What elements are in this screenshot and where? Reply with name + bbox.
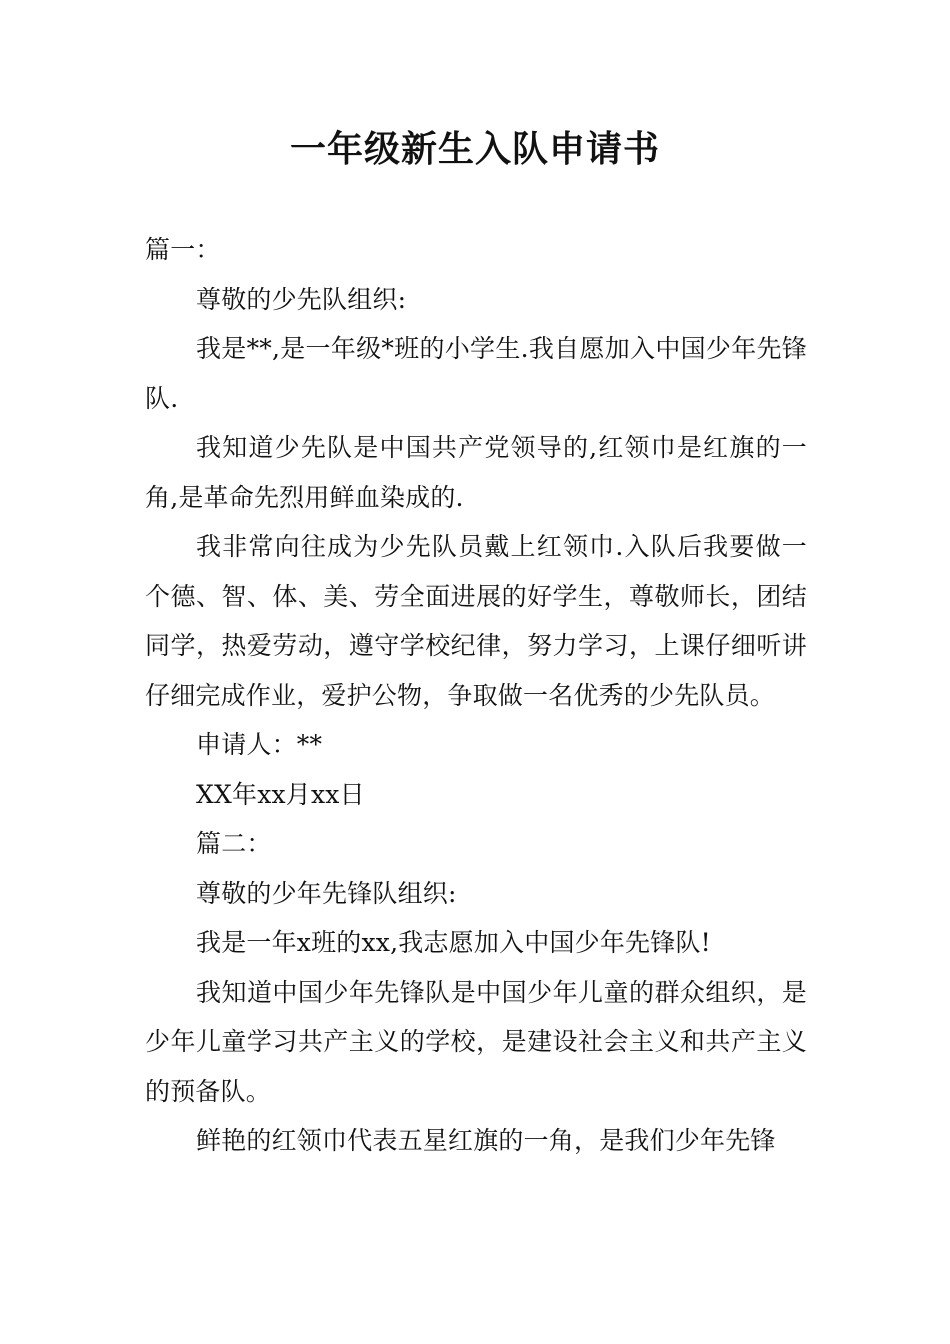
body-paragraph: 我是一年x班的xx,我志愿加入中国少年先锋队! bbox=[196, 928, 711, 957]
salutation-2: 尊敬的少年先锋队组织: bbox=[196, 878, 457, 908]
section-heading-1: 篇一： bbox=[145, 235, 221, 264]
document-title: 一年级新生入队申请书 bbox=[289, 129, 660, 170]
body-paragraph: 我知道少先队是中国共产党领导的,红领巾是红旗的一角,是革命先烈用鲜血染成的. bbox=[145, 433, 807, 512]
signature-line: 申请人：** bbox=[196, 730, 323, 759]
body-paragraph: 我是**,是一年级*班的小学生.我自愿加入中国少年先锋队. bbox=[145, 334, 807, 413]
body-paragraph: 我知道中国少年先锋队是中国少年儿童的群众组织，是少年儿童学习共产主义的学校，是建设社会主义和共产主义的预备队。 bbox=[145, 977, 807, 1106]
section-heading-2: 篇二： bbox=[196, 829, 272, 858]
body-paragraph: 我非常向往成为少先队员戴上红领巾.入队后我要做一个德、智、体、美、劳全面进展的好学生，尊敬师长，团结同学，热爱劳动，遵守学校纪律，努力学习，上课仔细听讲仔细完成作业，爱护公物，争取做一名优秀的少先队员。 bbox=[145, 532, 807, 710]
body-paragraph: 鲜艳的红领巾代表五星红旗的一角，是我们少年先锋 bbox=[196, 1126, 776, 1155]
date-line: XX年xx月xx日 bbox=[196, 779, 365, 809]
salutation-1: 尊敬的少先队组织: bbox=[196, 284, 407, 314]
document-body bbox=[145, 225, 807, 1166]
